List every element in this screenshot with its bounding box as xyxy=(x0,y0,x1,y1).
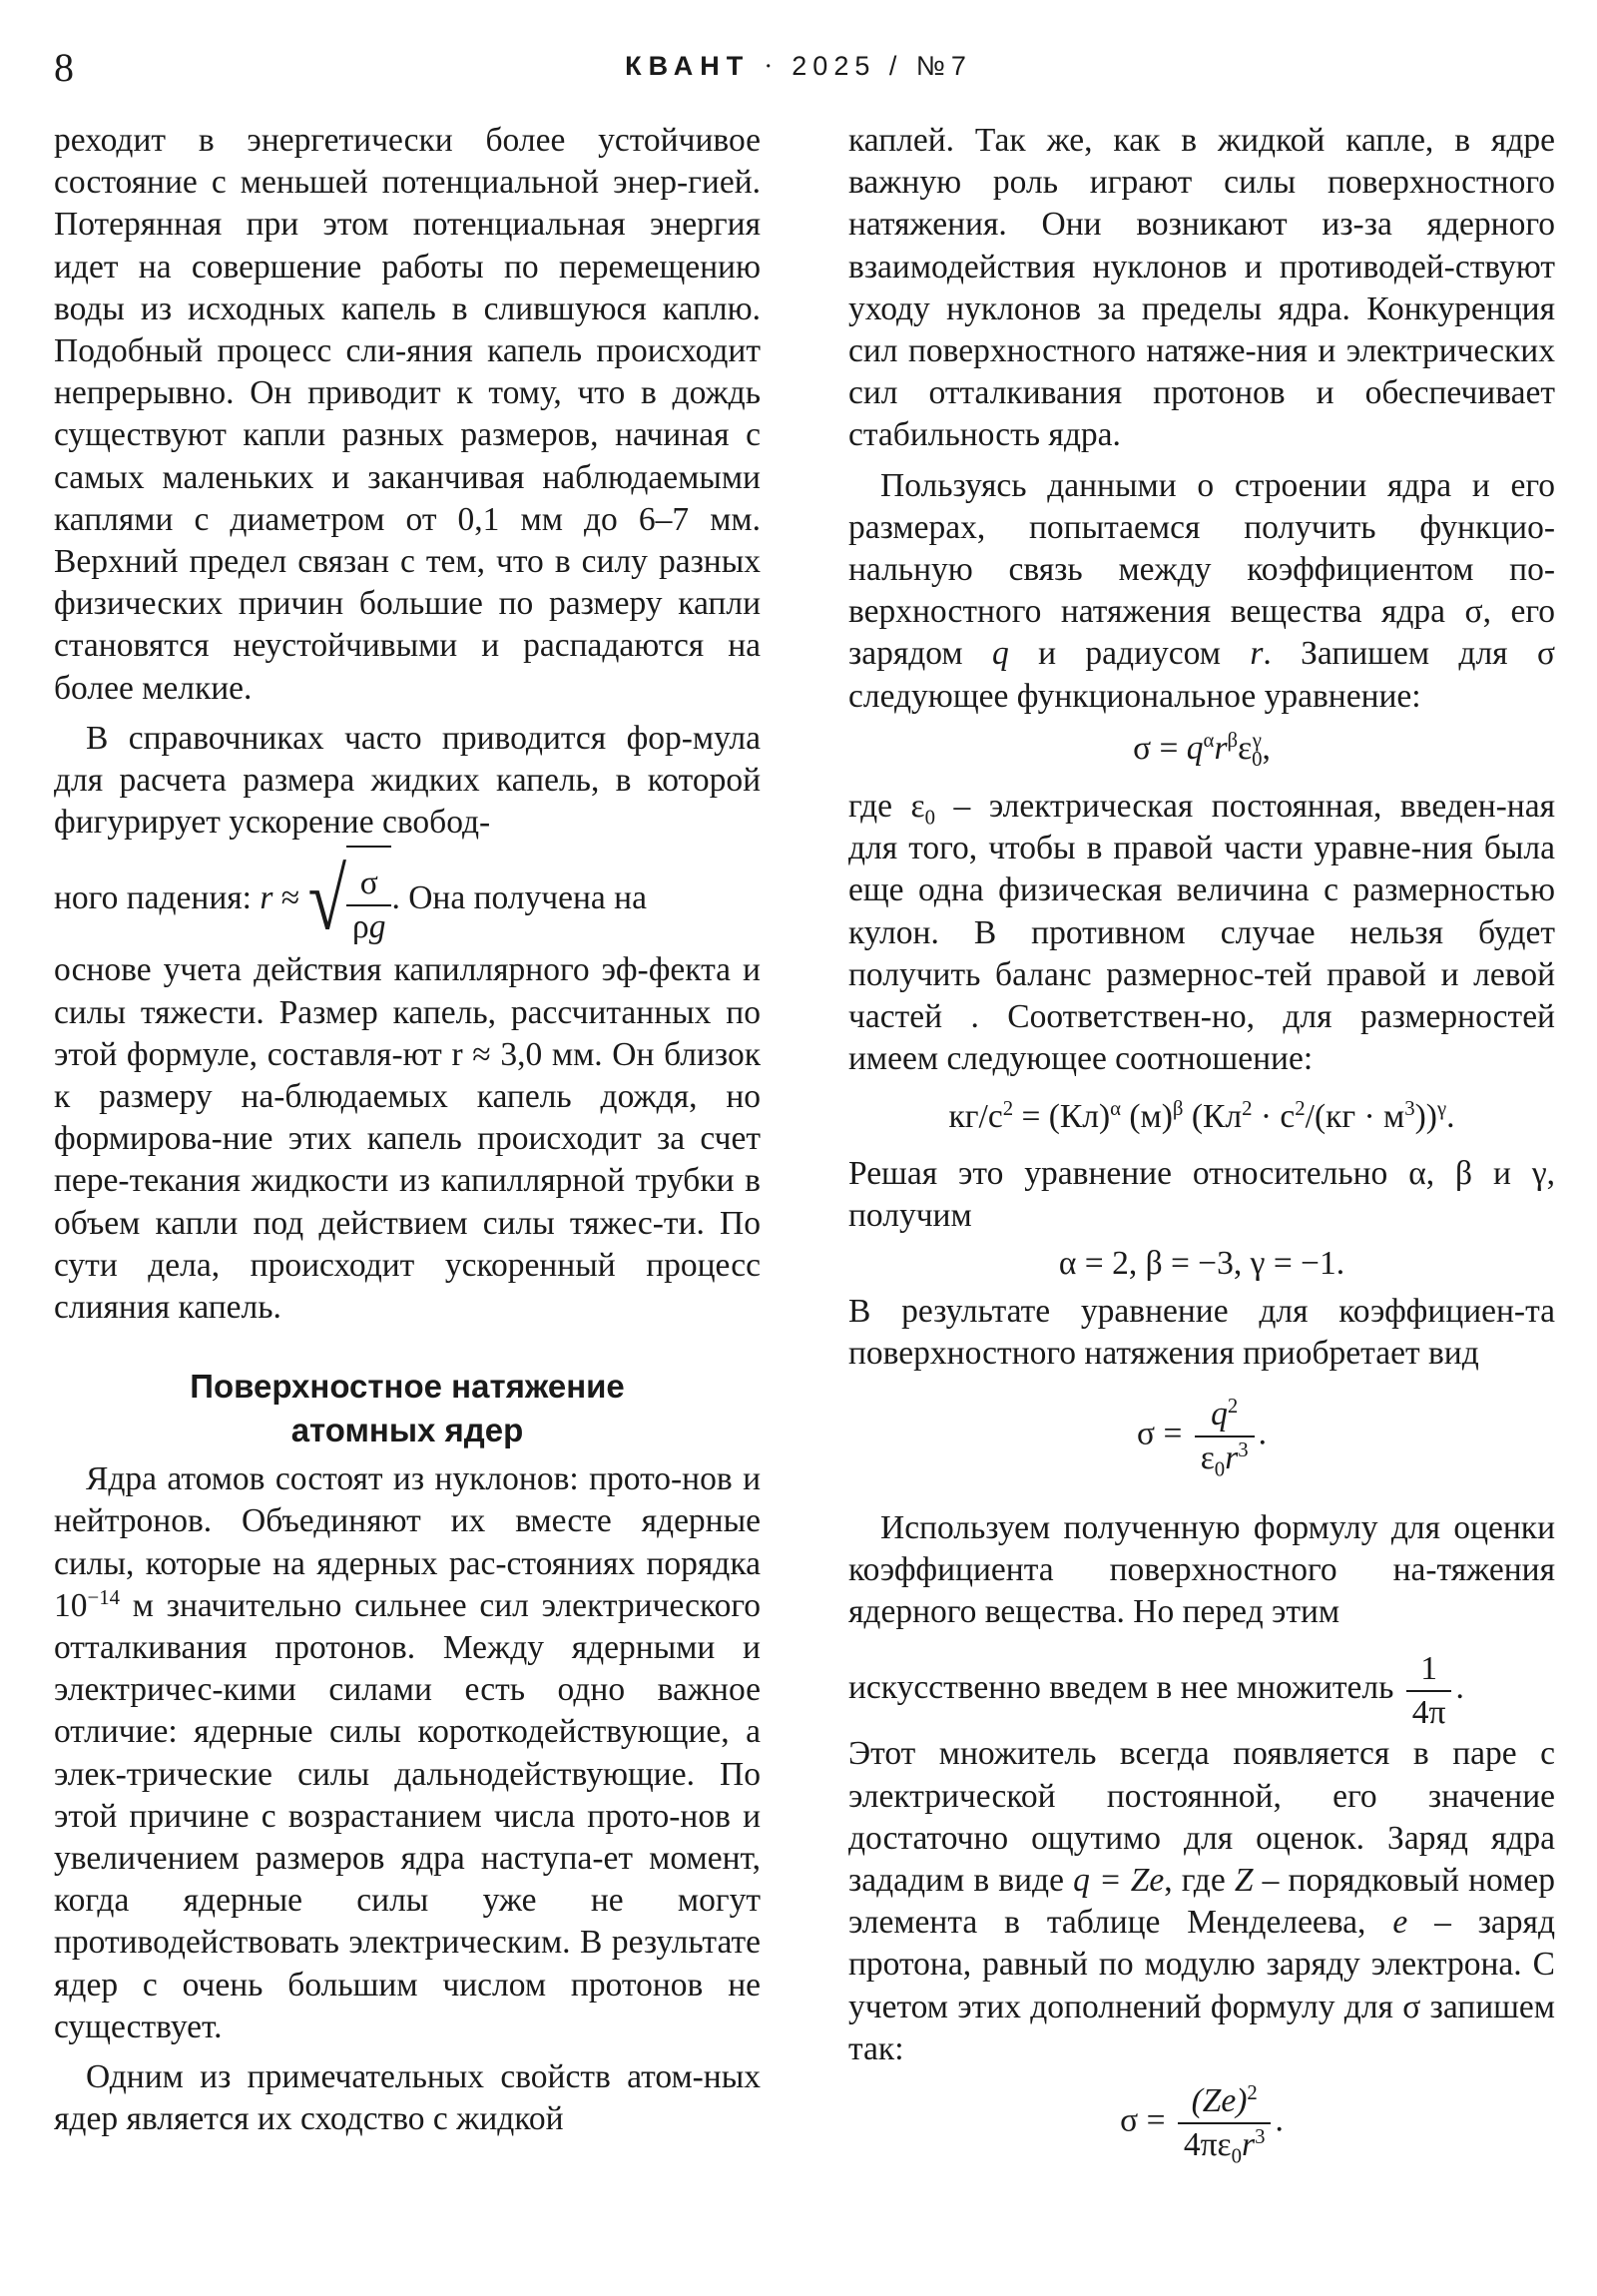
math-text: )) xyxy=(1414,1098,1437,1136)
subscript: 0 xyxy=(924,806,935,830)
sqrt-sign-icon: √ xyxy=(307,853,346,949)
math-text: (кг · м xyxy=(1314,1098,1405,1136)
equation-dimensions xyxy=(848,1096,1555,1138)
fraction-numerator: σ xyxy=(359,863,378,901)
left-column xyxy=(54,120,761,2141)
page-number: 8 xyxy=(54,45,74,90)
sqrt-formula xyxy=(308,845,392,957)
math-text: (Кл xyxy=(1191,1098,1243,1136)
subscript: 0 xyxy=(1252,748,1263,772)
punctuation: . xyxy=(1455,1669,1464,1707)
text: Пользуясь данными о строении ядра и его размерах, попытаемся получить функцио-нальную связь между коэффициентом по-верхностного натяжения вещества ядра σ, его зарядом xyxy=(848,466,1555,673)
heading-line: атомных ядер xyxy=(290,1412,524,1449)
math-rho: ρ xyxy=(351,907,369,945)
paragraph: реходит в энергетически более устойчивое состояние с меньшей потенциальной энер-гией. Потерянная при этом потенциальная энергия идет на совершение работы по перемещению воды из исходных капель в слившуюся каплю. Подобный процесс сли-яния капель происходит непрерывно. Он приводит к тому, что в дождь существуют капли разных размеров, начиная с самых маленьких и заканчивая наблюдаемыми каплями с диаметром от 0,1 мм до 6–7 мм. Верхний предел связан с тем, что в силу разных физических причин большие по размеру капли становятся неустойчивыми и распадаются на более мелкие. xyxy=(54,122,761,707)
exponent: β xyxy=(1227,728,1239,752)
paragraph: Решая это уравнение относительно α, β и γ, получим xyxy=(848,1154,1555,1234)
text: – заряд протона, равный по модулю заряду электрона. С учетом этих дополнений формулу для σ запишем так: xyxy=(848,1904,1555,2067)
text: Этот множитель всегда появляется в паре с электрической постоянной, его значение достаточно ощутимо для оценок. Заряд ядра зададим в виде xyxy=(848,1735,1555,1899)
exponent: 2 xyxy=(1295,1097,1306,1121)
fraction-numerator: $q^2$ xyxy=(1211,1394,1239,1433)
math-var-r: r xyxy=(1250,635,1264,673)
text: Ядра атомов состоят из нуклонов: прото-нов и нейтронов. Объединяют их вместе ядерные силы, которые на ядерных рас-стояниях порядка 10 xyxy=(54,1460,761,1624)
math-equals: = xyxy=(1021,1098,1041,1136)
equation-sigma xyxy=(848,1394,1555,1479)
paragraph xyxy=(848,786,1555,1080)
text: . Она получена на xyxy=(391,879,647,917)
heading-line: Поверхностное натяжение xyxy=(190,1368,625,1406)
exponent: α xyxy=(1110,1097,1122,1121)
math-var-r: r xyxy=(260,879,273,917)
fraction xyxy=(1406,1648,1452,1734)
math-equals: = xyxy=(1163,1415,1183,1452)
math-var-g: g xyxy=(368,907,386,945)
fraction xyxy=(346,862,391,948)
text: – порядковый номер элемента в таблице Менделеева, xyxy=(848,1861,1555,1942)
paragraph xyxy=(54,1458,761,2048)
exponent: γ xyxy=(1252,729,1262,753)
text: где ε xyxy=(848,788,925,826)
math-var-e: e xyxy=(1392,1904,1408,1942)
math-sigma: σ xyxy=(1120,2101,1139,2139)
fraction-numerator: 1 xyxy=(1420,1649,1437,1687)
punctuation: , xyxy=(1262,729,1271,767)
punctuation: . xyxy=(1275,2101,1284,2139)
math-expr: q = Ze xyxy=(1073,1861,1165,1899)
paragraph xyxy=(848,465,1555,718)
text: , где xyxy=(1164,1861,1235,1899)
paragraph: В справочниках часто приводится фор-мула для расчета размера жидких капель, в которой фигурирует ускорение свобод- xyxy=(54,719,761,842)
text: м значительно сильнее сил электрического отталкивания протонов. Между ядерными и электричес-кими силами есть одно важное отличие: ядерные силы короткодействующие, а элек-трические силы дальнодействующие. По этой причине с возрастанием числа прото-нов и увеличением размеров ядра наступа-ет момент, когда ядерные силы уже не могут противодействовать электрическим. В результате ядер с очень большим числом протонов не существует. xyxy=(54,1586,761,2045)
math-slash: / xyxy=(1305,1098,1315,1136)
exponent: γ xyxy=(1436,1097,1447,1121)
exponent: 2 xyxy=(1242,1097,1253,1121)
exponent: α xyxy=(1203,728,1215,752)
paragraph: Используем полученную формулу для оценки коэффициента поверхностного на-тяжения ядерного вещества. Но перед этим xyxy=(848,1508,1555,1631)
equation-sigma-final xyxy=(848,2080,1555,2166)
running-head xyxy=(0,48,1597,84)
exponent: 3 xyxy=(1404,1097,1415,1121)
paragraph: основе учета действия капиллярного эф-фекта и силы тяжести. Размер капель, рассчитанных по этой формуле, составля-ют r ≈ 3,0 мм. Он близок к размеру на-блюдаемых капель дождя, но формирова-ние этих капель происходит за счет пере-текания жидкости из капиллярной трубки в объем капли под действием силы тяжес-ти. По сути дела, происходит ускоренный процесс слияния капель. xyxy=(54,951,761,1327)
math-sigma: σ xyxy=(1133,729,1152,767)
text: и радиусом xyxy=(1008,635,1251,673)
equation-functional xyxy=(848,728,1555,770)
fraction xyxy=(1178,2080,1272,2166)
text: искусственно введем в нее множитель xyxy=(848,1669,1394,1707)
math-var-Z: Z xyxy=(1234,1861,1254,1899)
text: – электрическая постоянная, введен-ная для того, чтобы в правой части уравне-ния была еще одна физическая величина с размерностью кулон. В противном случае нельзя будет получить баланс размернос-тей правой и левой частей . Соответствен-но, для размерностей имеем следующее соотношение: xyxy=(848,788,1555,1078)
math-text: · с xyxy=(1252,1098,1296,1136)
right-column xyxy=(848,120,1555,2166)
paragraph-with-formula xyxy=(848,1633,1555,1743)
math-var-q: q xyxy=(992,635,1009,673)
punctuation: . xyxy=(1446,1098,1455,1136)
math-var-q: q xyxy=(1186,729,1204,767)
paragraph-with-formula xyxy=(54,844,761,957)
paragraph: В результате уравнение для коэффициен-та поверхностного натяжения приобретает вид xyxy=(848,1293,1555,1373)
math-equals: = xyxy=(1159,729,1179,767)
fraction xyxy=(1195,1394,1255,1479)
section-heading xyxy=(54,1365,761,1452)
fraction-numerator: $(Ze)^2$ xyxy=(1191,2080,1258,2119)
math-text: (Кл) xyxy=(1048,1098,1111,1136)
fraction-denominator: $4\pi\varepsilon_0r^3$ xyxy=(1178,2122,1272,2166)
math-text: (м) xyxy=(1129,1098,1173,1136)
text: ного падения: xyxy=(54,879,252,917)
math-sigma: σ xyxy=(1137,1415,1156,1452)
fraction-denominator: 4π xyxy=(1406,1690,1452,1734)
magazine-title: КВАНТ xyxy=(625,51,751,81)
math-equals: = xyxy=(1146,2101,1166,2139)
exponent: 2 xyxy=(1002,1097,1014,1121)
issue-number: 2025 / №7 xyxy=(792,51,972,81)
fraction-denominator xyxy=(346,904,391,948)
math-text: кг/с xyxy=(948,1098,1003,1136)
header-separator: · xyxy=(764,51,779,81)
exponent: β xyxy=(1172,1097,1184,1121)
punctuation: . xyxy=(1258,1415,1267,1452)
paragraph: Одним из примечательных свойств атом-ных ядер является их сходство с жидкой xyxy=(54,2058,761,2138)
fraction-denominator: $\varepsilon_0r^3$ xyxy=(1195,1435,1255,1479)
math-approx: ≈ xyxy=(280,879,300,917)
equation-solution: α = 2, β = −3, γ = −1. xyxy=(1058,1245,1345,1283)
math-epsilon: ε xyxy=(1238,729,1253,767)
paragraph xyxy=(848,1733,1555,2070)
exponent: −14 xyxy=(87,1585,120,1609)
math-var-r: r xyxy=(1214,729,1228,767)
text: . Запишем для σ следующее функциональное уравнение: xyxy=(848,635,1555,715)
paragraph: каплей. Так же, как в жидкой капле, в ядре важную роль играют силы поверхностного натяжения. Они возникают из-за ядерного взаимодействия нуклонов и противодей-ствуют уходу нуклонов за пределы ядра. Конкуренция сил поверхностного натяже-ния и электрических сил отталкивания протонов и обеспечивает стабильность ядра. xyxy=(848,122,1555,454)
